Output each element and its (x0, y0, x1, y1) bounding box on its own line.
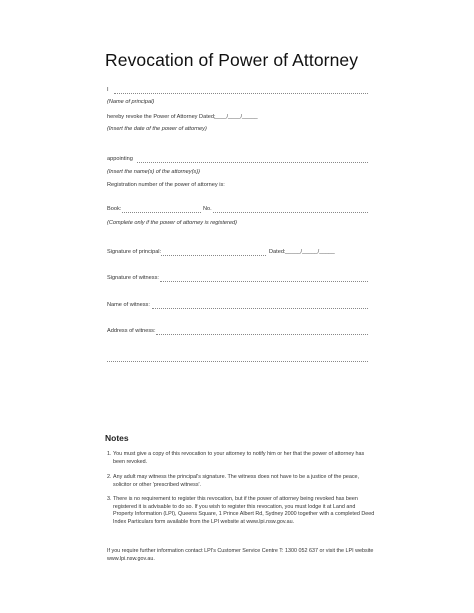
appointing-label: appointing (107, 156, 133, 162)
principal-name-line[interactable] (114, 93, 368, 94)
note-line: Property Information (LPI), Queens Square, 1 Prince Albert Rd, Sydney 2000 together with a completed Deed (113, 511, 375, 518)
note-item-1 (107, 451, 367, 467)
footer-line-2: www.lpi.nsw.gov.au. (107, 556, 155, 562)
dated-field[interactable]: _____/_____/_____ (285, 249, 335, 255)
witness-signature-line[interactable] (160, 281, 368, 282)
signature-of-principal-label: Signature of principal: (107, 249, 162, 255)
note-line: registered it is advisable to do so. If you wish to register this revocation, you must lodge it at Land and (113, 503, 356, 510)
address-of-witness-label: Address of witness: (107, 328, 156, 334)
note-number: 1. (107, 451, 112, 457)
insert-names-hint: (Insert the name(s) of the attorney(s)) (107, 169, 200, 175)
note-line: Index Particulars form available from the LPI website at www.lpi.nsw.gov.au. (113, 518, 295, 525)
no-line[interactable] (213, 212, 368, 213)
note-line: been revoked. (113, 458, 148, 465)
i-label: I (107, 87, 109, 93)
poa-date-field[interactable]: ____/____/_____ (214, 114, 258, 120)
note-line: There is no requirement to register this revocation, but if the power of attorney being revoked has been (113, 496, 358, 502)
hereby-revoke-label: hereby revoke the Power of Attorney Dated: (107, 114, 216, 120)
document-title: Revocation of Power of Attorney (105, 50, 359, 70)
complete-only-hint: (Complete only if the power of attorney is registered) (107, 220, 237, 226)
note-line: Any adult may witness the principal's signature. The witness does not have to be a justice of the peace, (113, 474, 360, 480)
witness-address-line-2[interactable] (107, 361, 368, 362)
note-item-3 (107, 496, 375, 528)
note-item-2 (107, 474, 367, 490)
note-number: 2. (107, 474, 112, 480)
registration-number-label: Registration number of the power of attorney is: (107, 182, 225, 188)
insert-date-hint: (Insert the date of the power of attorney) (107, 126, 207, 132)
signature-of-witness-label: Signature of witness: (107, 275, 159, 281)
witness-address-line-1[interactable] (156, 334, 368, 335)
name-of-principal-hint: (Name of principal) (107, 99, 155, 105)
notes-heading: Notes (105, 433, 129, 443)
dated-label: Dated: (269, 249, 286, 255)
footer-line-1: If you require further information contact LPI's Customer Service Centre T: 1300 052 637 or visit the LPI website (107, 548, 374, 554)
note-number: 3. (107, 496, 112, 502)
book-line[interactable] (122, 212, 201, 213)
attorney-name-line[interactable] (137, 162, 368, 163)
no-label: No. (203, 206, 212, 212)
note-line: You must give a copy of this revocation to your attorney to notify him or her that the power of attorney has (113, 451, 365, 457)
principal-signature-line[interactable] (161, 255, 266, 256)
witness-name-line[interactable] (152, 308, 368, 309)
note-line: solicitor or other 'prescribed witness'. (113, 481, 202, 488)
book-label: Book: (107, 206, 122, 212)
name-of-witness-label: Name of witness: (107, 302, 150, 308)
